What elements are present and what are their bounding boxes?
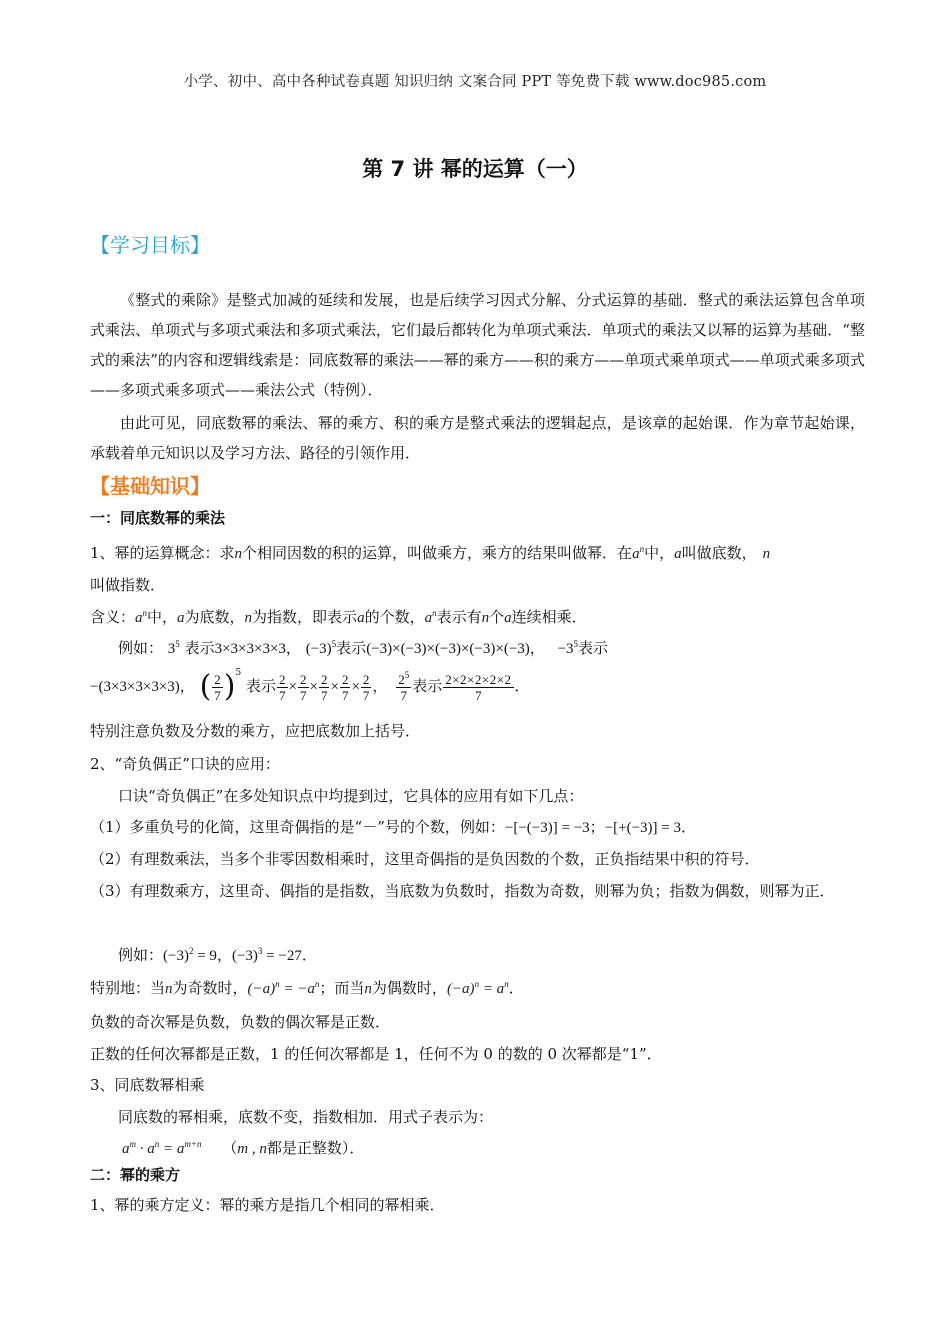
odd-neg-even-pos-intro: 口诀“奇负偶正”在多处知识点中均提到过，它具体的应用有如下几点： xyxy=(118,787,584,805)
positive-power-rule: 正数的任何次幂都是正数，1 的任何次幂都是 1，任何不为 0 的数的 0 次幂都是“1”． xyxy=(90,1045,662,1063)
example-powers-line2: −(3×3×3×3×3)， ( $\frac{2}{7}$ )$^5$ 表示 $\frac{2}{7}$ × $\frac{2}{7}$ × $\frac{2}{7}$ × $\frac{2}{7}$ × $\frac{2}{7}$ ， $\frac{2^5}{7}$ 表示 $\frac{2\times 2\times 2\times 2\times 2}{7}$ ． xyxy=(90,668,530,704)
meaning-line: 含义：$a^n$中，a为底数，n为指数，即表示a的个数，$a^n$表示有n个a连续相乘． xyxy=(90,608,587,626)
page-header: 小学、初中、高中各种试卷真题 知识归纳 文案合同 PPT 等免费下载 www.doc985.com xyxy=(183,74,767,90)
power-concept-line2: 叫做指数． xyxy=(90,576,166,594)
rule-3-example: 例如：$(-3)^2 = 9$，$(-3)^3 = -27$． xyxy=(118,946,317,964)
same-base-mult-title: 3、同底数幂相乘 xyxy=(90,1076,205,1094)
goal-paragraph-2: 由此可见，同底数幂的乘法、幂的乘方、积的乘方是整式乘法的逻辑起点，是该章的起始课．作为章节起始课，承载着单元知识以及学习方法、路径的引领作用． xyxy=(90,414,865,462)
rule-3-exponentiation: （3）有理数乘方，这里奇、偶指的是指数，当底数为负数时，指数为奇数，则幂为负；指数为偶数，则幂为正． xyxy=(90,882,835,900)
section-goal-heading: 【学习目标】 xyxy=(90,233,210,257)
special-case-line: 特别地：当n为奇数时，$(-a)^n = -a^n$；而当n为偶数时，$(-a)^n = a^n$． xyxy=(90,979,524,997)
same-base-mult-formula: $a^m \cdot a^n = a^{m+n}$ （m , n都是正整数）． xyxy=(122,1139,365,1157)
same-base-mult-desc: 同底数的幂相乘，底数不变，指数相加．用式子表示为： xyxy=(118,1108,494,1126)
note-negative-fraction: 特别注意负数及分数的乘方，应把底数加上括号． xyxy=(90,722,421,740)
heading-power-of-power: 二：幂的乘方 xyxy=(90,1166,181,1184)
goal-paragraph-1: 《整式的乘除》是整式加减的延续和发展，也是后续学习因式分解、分式运算的基础．整式的乘法运算包含单项式乘法、单项式与多项式乘法和多项式乘法，它们最后都转化为单项式乘法．单项式的乘法又以幂的运算为基础．“整式的乘法”的内容和逻辑线索是：同底数幂的乘法——幂的乘方——积的乘方——单项式乘单项式——单项式乘多项式——多项式乘多项式——乘法公式（特例）． xyxy=(90,291,865,399)
page-title: 第 7 讲 幂的运算（一） xyxy=(362,157,588,181)
negative-power-rule: 负数的奇次幂是负数，负数的偶次幂是正数． xyxy=(90,1013,391,1031)
power-concept-line1: 1、幂的运算概念：求n个相同因数的积的运算，叫做乘方，乘方的结果叫做幂．在$a^n$中，a叫做底数， n xyxy=(90,544,771,562)
power-of-power-definition: 1、幂的乘方定义：幂的乘方是指几个相同的幂相乘． xyxy=(90,1196,445,1214)
example-powers-line1: 例如： $3^5$ 表示3×3×3×3×3， $(-3)^5$表示(−3)×(−3)×(−3)×(−3)×(−3)， $-3^5$表示 xyxy=(118,639,609,657)
rule-1-multiple-signs: （1）多重负号的化简，这里奇偶指的是“－”号的个数，例如：−[−(−3)] = −3；−[+(−3)] = 3． xyxy=(90,818,697,836)
heading-same-base-multiplication: 一：同底数幂的乘法 xyxy=(90,509,226,527)
section-basic-heading: 【基础知识】 xyxy=(90,474,210,498)
rule-2-multiplication: （2）有理数乘法，当多个非零因数相乘时，这里奇偶指的是负因数的个数，正负指结果中积的符号． xyxy=(90,850,760,868)
odd-neg-even-pos-title: 2、“奇负偶正”口诀的应用： xyxy=(90,755,280,773)
